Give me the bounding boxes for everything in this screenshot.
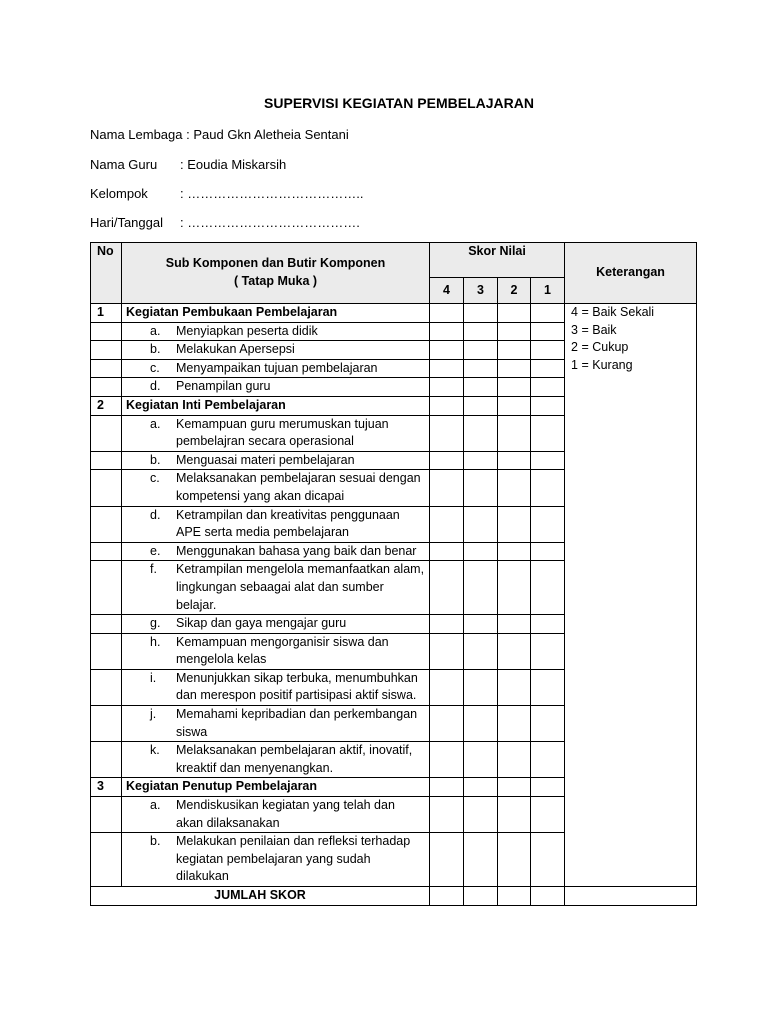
item-cell	[122, 615, 430, 634]
item-text: Melakukan penilaian dan refleksi terhadap kegiatan pembelajaran yang sudah dilakukan	[176, 834, 411, 884]
score-cell	[430, 797, 464, 833]
score-cell	[430, 470, 464, 506]
score-cell	[531, 506, 565, 542]
score-cell	[430, 415, 464, 451]
score-cell	[498, 706, 531, 742]
item-cell	[122, 561, 430, 615]
item-text: Kemampuan guru merumuskan tujuan pembelajran secara operasional	[176, 416, 389, 449]
item-number-cell	[91, 542, 122, 561]
item-letter: g.	[150, 616, 161, 631]
item-cell	[122, 742, 430, 778]
score-cell	[531, 304, 565, 323]
item-text: Ketrampilan mengelola memanfaatkan alam, lingkungan sebaagai alat dan sumber belajar.	[176, 562, 425, 612]
item-cell	[122, 470, 430, 506]
score-cell	[464, 542, 498, 561]
score-cell	[430, 615, 464, 634]
item-cell	[122, 706, 430, 742]
item-number-cell	[91, 633, 122, 669]
header-score-4: 4	[430, 278, 464, 304]
item-cell	[122, 506, 430, 542]
score-cell	[498, 615, 531, 634]
legend-item: 3 = Baik	[571, 322, 617, 337]
score-cell	[498, 797, 531, 833]
score-cell	[430, 451, 464, 470]
total-notes-cell	[565, 887, 697, 906]
item-letter: a.	[150, 416, 161, 431]
item-cell	[122, 341, 430, 360]
item-text: Melaksanakan pembelajaran aktif, inovatif, kreaktif dan menyenangkan.	[176, 743, 413, 775]
score-cell	[498, 669, 531, 705]
item-cell	[122, 633, 430, 669]
legend-item: 1 = Kurang	[571, 357, 633, 372]
item-number-cell	[91, 742, 122, 778]
score-cell	[430, 833, 464, 887]
item-letter: k.	[150, 743, 160, 758]
item-text: Sikap dan gaya mengajar guru	[176, 616, 347, 631]
field-nama-lembaga	[90, 127, 349, 142]
item-letter: e.	[150, 543, 161, 558]
item-text: Menggunakan bahasa yang baik dan benar	[176, 543, 417, 558]
item-cell	[122, 833, 430, 887]
score-cell	[531, 359, 565, 378]
item-letter: f.	[150, 562, 157, 577]
header-score-2: 2	[498, 278, 531, 304]
score-cell	[498, 778, 531, 797]
score-cell	[498, 322, 531, 341]
item-text: Menguasai materi pembelajaran	[176, 452, 355, 467]
field-value: : Paud Gkn Aletheia Sentani	[186, 127, 349, 142]
field-value: : ………………………………….	[180, 215, 360, 230]
score-cell	[464, 778, 498, 797]
item-number-cell	[91, 470, 122, 506]
field-kelompok	[90, 186, 363, 201]
score-cell	[464, 797, 498, 833]
score-cell	[531, 322, 565, 341]
score-cell	[531, 341, 565, 360]
score-cell	[531, 615, 565, 634]
score-cell	[531, 706, 565, 742]
item-text: Menyiapkan peserta didik	[176, 323, 318, 338]
score-cell	[531, 451, 565, 470]
item-letter: c.	[150, 360, 160, 375]
document-title: SUPERVISI KEGIATAN PEMBELAJARAN	[264, 95, 534, 111]
score-cell	[498, 506, 531, 542]
score-cell	[430, 887, 464, 906]
score-cell	[464, 451, 498, 470]
score-cell	[430, 506, 464, 542]
score-cell	[430, 396, 464, 415]
item-text: Kemampuan mengorganisir siswa dan mengelola kelas	[176, 634, 389, 667]
score-cell	[430, 304, 464, 323]
header-notes: Keterangan	[565, 243, 697, 304]
score-cell	[531, 542, 565, 561]
item-number-cell	[91, 378, 122, 397]
field-label: Nama Lembaga	[90, 127, 183, 142]
field-label: Kelompok	[90, 186, 148, 201]
item-number-cell	[91, 833, 122, 887]
score-cell	[464, 341, 498, 360]
header-component	[122, 243, 430, 304]
score-cell	[531, 378, 565, 397]
score-cell	[531, 396, 565, 415]
item-letter: j.	[150, 707, 157, 722]
score-cell	[430, 742, 464, 778]
score-cell	[498, 396, 531, 415]
section-title: Kegiatan Penutup Pembelajaran	[122, 778, 430, 797]
score-cell	[430, 359, 464, 378]
item-text: Menyampaikan tujuan pembelajaran	[176, 360, 378, 375]
score-cell	[430, 542, 464, 561]
section-number: 2	[91, 396, 122, 415]
score-cell	[464, 506, 498, 542]
score-cell	[464, 396, 498, 415]
item-text: Melaksanakan pembelajaran sesuai dengan kompetensi yang akan dicapai	[176, 471, 421, 503]
score-cell	[498, 304, 531, 323]
score-cell	[498, 359, 531, 378]
header-score-3: 3	[464, 278, 498, 304]
score-cell	[430, 341, 464, 360]
score-cell	[430, 669, 464, 705]
header-component-line1: Sub Komponen dan Butir Komponen	[165, 256, 386, 271]
score-cell	[464, 706, 498, 742]
header-component-line2: ( Tatap Muka )	[233, 274, 318, 288]
item-number-cell	[91, 451, 122, 470]
score-cell	[464, 322, 498, 341]
item-cell	[122, 415, 430, 451]
item-letter: a.	[150, 323, 161, 338]
score-cell	[464, 470, 498, 506]
score-cell	[430, 778, 464, 797]
item-cell	[122, 359, 430, 378]
score-cell	[430, 633, 464, 669]
item-letter: a.	[150, 798, 161, 813]
item-cell	[122, 451, 430, 470]
score-cell	[531, 669, 565, 705]
section-title: Kegiatan Inti Pembelajaran	[122, 396, 430, 415]
score-cell	[531, 797, 565, 833]
field-label: Nama Guru	[90, 157, 158, 172]
score-cell	[498, 833, 531, 887]
header-no: No	[91, 243, 122, 304]
item-number-cell	[91, 415, 122, 451]
item-number-cell	[91, 506, 122, 542]
legend-item: 4 = Baik Sekali	[571, 305, 655, 319]
item-text: Menunjukkan sikap terbuka, menumbuhkan dan merespon positif partisipasi aktif siswa.	[176, 670, 418, 703]
item-cell	[122, 542, 430, 561]
score-cell	[498, 633, 531, 669]
score-cell	[498, 415, 531, 451]
item-text: Ketrampilan dan kreativitas penggunaan APE serta media pembelajaran	[176, 507, 400, 540]
notes-legend	[565, 304, 697, 887]
score-cell	[464, 561, 498, 615]
item-letter: b.	[150, 452, 161, 467]
item-number-cell	[91, 561, 122, 615]
score-cell	[464, 304, 498, 323]
section-number: 1	[91, 304, 122, 323]
item-number-cell	[91, 359, 122, 378]
item-cell	[122, 378, 430, 397]
field-nama-guru	[90, 157, 286, 172]
section-row	[91, 304, 697, 323]
score-cell	[464, 615, 498, 634]
field-hari-tanggal	[90, 215, 360, 230]
score-cell	[498, 451, 531, 470]
total-row	[91, 887, 697, 906]
item-cell	[122, 669, 430, 705]
score-cell	[531, 561, 565, 615]
item-number-cell	[91, 615, 122, 634]
score-cell	[498, 561, 531, 615]
field-value: : …………………………………..	[180, 186, 364, 201]
score-cell	[464, 742, 498, 778]
total-label: JUMLAH SKOR	[91, 887, 430, 906]
header-score: Skor Nilai	[430, 243, 565, 278]
item-number-cell	[91, 706, 122, 742]
item-number-cell	[91, 669, 122, 705]
score-cell	[464, 887, 498, 906]
supervision-table	[90, 242, 697, 906]
score-cell	[531, 470, 565, 506]
header-score-1: 1	[531, 278, 565, 304]
item-letter: d.	[150, 379, 161, 394]
table-body	[91, 304, 697, 906]
item-letter: i.	[150, 670, 157, 685]
score-cell	[464, 359, 498, 378]
score-cell	[531, 633, 565, 669]
score-cell	[464, 378, 498, 397]
field-value: : Eoudia Miskarsih	[180, 157, 287, 172]
score-cell	[531, 833, 565, 887]
score-cell	[498, 470, 531, 506]
field-label: Hari/Tanggal	[90, 215, 163, 230]
section-number: 3	[91, 778, 122, 797]
item-number-cell	[91, 322, 122, 341]
item-cell	[122, 797, 430, 833]
item-letter: d.	[150, 507, 161, 522]
score-cell	[464, 833, 498, 887]
item-number-cell	[91, 341, 122, 360]
score-cell	[498, 887, 531, 906]
item-text: Memahami kepribadian dan perkembangan siswa	[176, 707, 418, 739]
item-cell	[122, 322, 430, 341]
score-cell	[430, 561, 464, 615]
item-letter: b.	[150, 342, 161, 357]
score-cell	[531, 415, 565, 451]
item-letter: h.	[150, 634, 161, 649]
score-cell	[531, 778, 565, 797]
score-cell	[430, 706, 464, 742]
item-text: Melakukan Apersepsi	[176, 342, 295, 357]
section-title: Kegiatan Pembukaan Pembelajaran	[122, 304, 430, 323]
score-cell	[430, 378, 464, 397]
score-cell	[498, 341, 531, 360]
score-cell	[464, 633, 498, 669]
item-number-cell	[91, 797, 122, 833]
score-cell	[498, 542, 531, 561]
score-cell	[531, 742, 565, 778]
score-cell	[498, 378, 531, 397]
score-cell	[531, 887, 565, 906]
legend-item: 2 = Cukup	[571, 340, 629, 355]
score-cell	[430, 322, 464, 341]
item-letter: c.	[150, 471, 160, 486]
item-text: Mendiskusikan kegiatan yang telah dan akan dilaksanakan	[176, 798, 395, 830]
item-text: Penampilan guru	[176, 379, 271, 394]
score-cell	[498, 742, 531, 778]
score-cell	[464, 669, 498, 705]
score-cell	[464, 415, 498, 451]
item-letter: b.	[150, 834, 161, 849]
